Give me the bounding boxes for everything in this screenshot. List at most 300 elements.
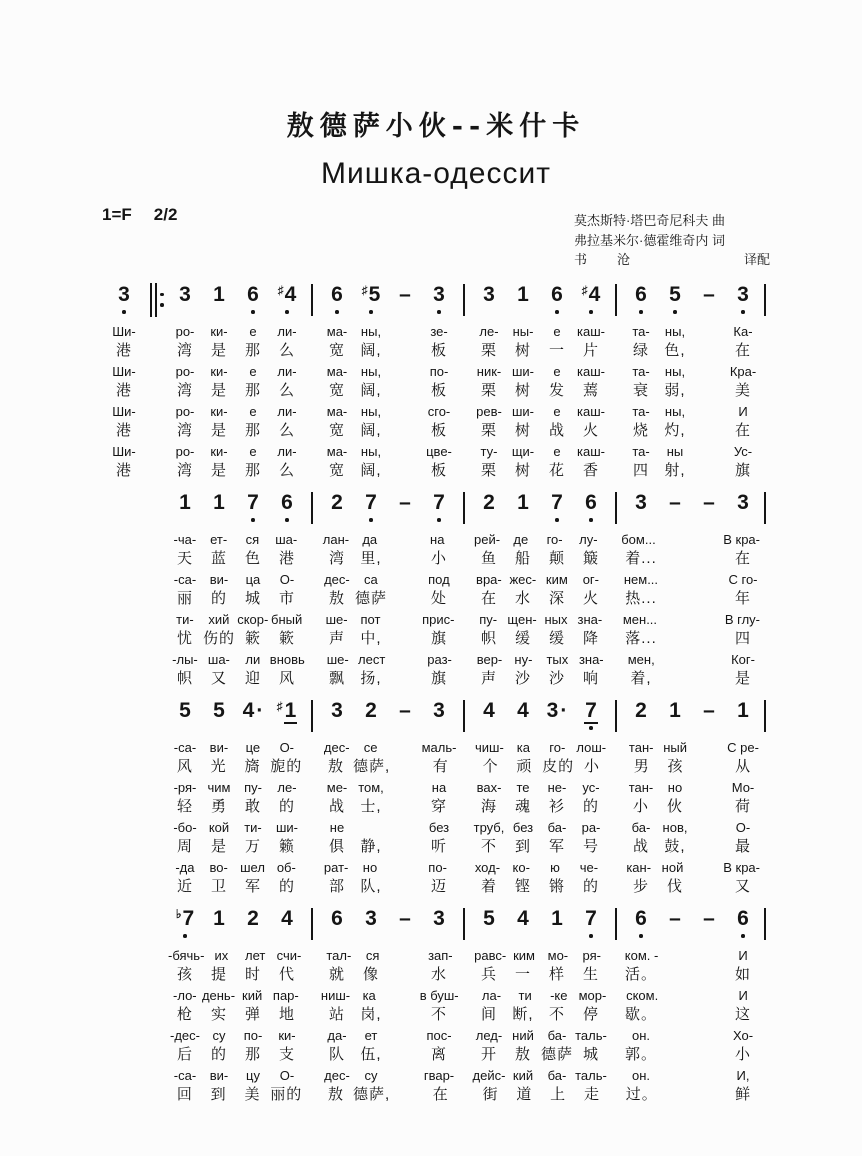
lyric-syllable: каш- bbox=[577, 363, 605, 379]
octave-dot-area bbox=[236, 515, 270, 524]
note-number: 1 bbox=[213, 491, 225, 514]
lyric-syllable bbox=[388, 878, 422, 896]
lyric-syllable: е bbox=[553, 403, 561, 419]
note-glyph bbox=[635, 907, 647, 930]
lyric-syllable bbox=[102, 878, 146, 896]
lyric-syllable bbox=[388, 798, 422, 816]
lyric-syllable: 穿 bbox=[430, 797, 447, 815]
low-octave-dot bbox=[183, 934, 187, 938]
lyric-syllable: 郭。 bbox=[624, 1045, 657, 1063]
lyric-syllable: 船 bbox=[514, 549, 531, 567]
note-cell bbox=[354, 699, 388, 732]
note-cell bbox=[236, 491, 270, 524]
barline-cell bbox=[608, 700, 624, 732]
lyric-syllable: ба- bbox=[547, 1067, 567, 1083]
lyric-syllable bbox=[388, 382, 422, 400]
lyric-syllable: ша- bbox=[207, 651, 230, 667]
lyric-syllable: ся bbox=[245, 531, 260, 547]
octave-dot-area bbox=[422, 723, 456, 732]
lyric-syllable: ле- bbox=[277, 779, 297, 795]
octave-dot-area bbox=[506, 307, 540, 316]
lyric-syllable: Ус- bbox=[733, 443, 753, 459]
lyric-syllable: 伤的 bbox=[202, 629, 235, 647]
lyric-syllable: 树 bbox=[514, 461, 531, 479]
lyric-row-zh bbox=[102, 838, 770, 856]
lyric-syllable: ро- bbox=[175, 403, 195, 419]
lyric-syllable: 在 bbox=[734, 421, 751, 439]
note-cell bbox=[658, 699, 692, 732]
lyric-syllable: 扬, bbox=[360, 669, 382, 687]
note-number: 6 bbox=[247, 283, 259, 306]
lyric-syllable: ных bbox=[544, 611, 568, 627]
note-cell bbox=[658, 283, 692, 316]
note-glyph bbox=[547, 699, 568, 722]
barline bbox=[615, 492, 617, 524]
lyric-syllable: 地 bbox=[278, 1005, 295, 1023]
lyric-syllable: ти- bbox=[176, 611, 194, 627]
lyric-syllable bbox=[388, 323, 422, 341]
note-number: 4 bbox=[242, 699, 255, 722]
lyric-row-zh bbox=[102, 630, 770, 648]
note-number: 7 bbox=[585, 907, 597, 930]
lyric-syllable bbox=[388, 1027, 422, 1045]
lyric-syllable: 衫 bbox=[548, 797, 565, 815]
lyric-syllable bbox=[102, 947, 146, 965]
note-glyph bbox=[213, 699, 225, 722]
lyric-syllable: пот bbox=[360, 611, 381, 627]
lyric-syllable: 湾 bbox=[328, 549, 345, 567]
lyric-syllable: 水 bbox=[430, 965, 447, 983]
note-number: 2 bbox=[635, 699, 647, 722]
lyric-syllable: не- bbox=[547, 779, 567, 795]
note-cell bbox=[540, 283, 574, 316]
note-cell bbox=[726, 283, 760, 316]
lyric-syllable: 港 bbox=[115, 381, 132, 399]
lyric-syllable: в буш- bbox=[419, 987, 459, 1003]
note-cell bbox=[270, 491, 304, 524]
octave-dot-area bbox=[270, 723, 304, 732]
lyric-syllable: 迎 bbox=[244, 669, 261, 687]
translator-name-1: 书 bbox=[574, 252, 588, 267]
lyric-syllable bbox=[692, 819, 726, 837]
lyric-syllable bbox=[388, 838, 422, 856]
barline bbox=[764, 284, 766, 316]
note-number: – bbox=[669, 907, 681, 930]
lyric-syllable: 城 bbox=[582, 1045, 599, 1063]
note-row bbox=[102, 486, 770, 530]
accidental-sign: ♯ bbox=[276, 699, 283, 713]
note-number: 4 bbox=[281, 907, 293, 930]
note-cell bbox=[354, 491, 388, 524]
lyric-syllable bbox=[692, 739, 726, 757]
lyric-syllable bbox=[388, 403, 422, 421]
lyric-syllable: 阔, bbox=[360, 461, 382, 479]
note-number: 3 bbox=[118, 283, 130, 306]
lyric-syllable: 着, bbox=[630, 669, 652, 687]
lyric-syllable: ши- bbox=[275, 819, 299, 835]
lyric-syllable bbox=[658, 630, 692, 648]
note-cell bbox=[168, 699, 202, 732]
lyric-syllable: 万 bbox=[244, 837, 261, 855]
note-cell bbox=[692, 907, 726, 940]
lyric-syllable bbox=[102, 1046, 146, 1064]
note-glyph bbox=[483, 699, 495, 722]
lyric-syllable: ет bbox=[364, 1027, 378, 1043]
lyric-syllable: 号 bbox=[582, 837, 599, 855]
lyric-syllable: 轻 bbox=[176, 797, 193, 815]
lyric-syllable bbox=[657, 611, 691, 629]
time-signature: 2/2 bbox=[153, 205, 178, 224]
lyric-syllable: 后 bbox=[176, 1045, 193, 1063]
note-glyph bbox=[331, 907, 343, 930]
note-glyph bbox=[365, 699, 377, 722]
lyric-syllable: 德萨 bbox=[354, 589, 387, 607]
system-1 bbox=[102, 278, 770, 480]
lyric-syllable bbox=[692, 670, 726, 688]
note-glyph bbox=[737, 491, 749, 514]
lyric-syllable bbox=[692, 382, 726, 400]
lyric-syllable: пар- bbox=[272, 987, 299, 1003]
note-number: 4 bbox=[517, 699, 529, 722]
octave-dot-area bbox=[168, 515, 202, 524]
augmentation-dot: · bbox=[560, 699, 568, 722]
note-glyph bbox=[517, 699, 529, 722]
lyric-syllable: мор- bbox=[578, 987, 607, 1003]
lyric-syllable: ле- bbox=[479, 323, 499, 339]
note-glyph bbox=[582, 283, 601, 306]
lyric-syllable: каш- bbox=[577, 443, 605, 459]
lyric-syllable: 的 bbox=[582, 797, 599, 815]
lyric-syllable: ус- bbox=[582, 779, 600, 795]
lyric-syllable: са bbox=[364, 571, 378, 587]
lyric-syllable bbox=[692, 878, 726, 896]
lyric-syllable: 年 bbox=[734, 589, 751, 607]
lyric-syllable: -са- bbox=[173, 739, 197, 755]
lyric-syllable bbox=[692, 443, 726, 461]
barline bbox=[463, 284, 465, 316]
low-octave-dot bbox=[369, 310, 373, 314]
note-cell bbox=[472, 283, 506, 316]
lyric-syllable: по- bbox=[243, 1027, 263, 1043]
octave-dot-area bbox=[236, 723, 270, 732]
note-number: 6 bbox=[331, 283, 343, 306]
lyric-syllable: рев- bbox=[476, 403, 502, 419]
lyric-syllable: 港 bbox=[115, 341, 132, 359]
lyric-syllable: 军 bbox=[244, 877, 261, 895]
note-glyph bbox=[635, 491, 647, 514]
lyric-syllable: маль- bbox=[421, 739, 457, 755]
lyric-syllable: ки- bbox=[210, 403, 228, 419]
lyric-syllable: 沙 bbox=[548, 669, 565, 687]
note-glyph bbox=[399, 491, 411, 514]
octave-dot-area bbox=[574, 931, 608, 940]
lyric-syllable: ну- bbox=[514, 651, 533, 667]
lyric-syllable: 部 bbox=[328, 877, 345, 895]
lyric-syllable: ю bbox=[550, 859, 560, 875]
lyric-syllable: том, bbox=[358, 779, 384, 795]
lyric-syllable: ба- bbox=[547, 1027, 567, 1043]
barline bbox=[311, 908, 313, 940]
lyric-syllable: Кра- bbox=[729, 363, 757, 379]
lyric-syllable: ли- bbox=[277, 323, 297, 339]
lyric-syllable: ны, bbox=[360, 363, 382, 379]
lyric-syllable: ви- bbox=[209, 1067, 229, 1083]
lyric-syllable: но bbox=[667, 779, 683, 795]
octave-dot-area bbox=[102, 919, 146, 928]
note-glyph bbox=[399, 907, 411, 930]
lyric-syllable: 旖 bbox=[244, 757, 261, 775]
note-glyph bbox=[399, 699, 411, 722]
lyric-syllable: по- bbox=[429, 363, 449, 379]
note-glyph bbox=[213, 491, 225, 514]
note-number: 3 bbox=[737, 283, 749, 306]
lyric-syllable: без bbox=[512, 819, 534, 835]
lyric-syllable: е bbox=[553, 363, 561, 379]
lyric-syllable: 提 bbox=[210, 965, 227, 983]
lyric-syllable: 衰 bbox=[632, 381, 649, 399]
lyric-syllable: О- bbox=[735, 819, 751, 835]
lyric-syllable: лу- bbox=[579, 531, 598, 547]
lyric-syllable: 湾 bbox=[176, 461, 193, 479]
barline-cell bbox=[608, 492, 624, 524]
lyric-syllable: 发 bbox=[548, 381, 565, 399]
note-cell bbox=[202, 907, 236, 940]
lyric-row-ru bbox=[102, 651, 770, 669]
note-cell bbox=[540, 699, 574, 732]
lyric-syllable: ли- bbox=[277, 363, 297, 379]
lyric-syllable: 小 bbox=[430, 549, 447, 567]
lyric-syllable: 个 bbox=[482, 757, 499, 775]
lyric-syllable bbox=[692, 1086, 726, 1104]
accidental-sign: ♯ bbox=[361, 283, 368, 297]
note-cell bbox=[624, 699, 658, 732]
lyric-syllable: ма- bbox=[326, 323, 348, 339]
octave-dot-area bbox=[574, 723, 608, 732]
note-cell bbox=[236, 907, 270, 940]
note-number: 3 bbox=[546, 699, 559, 722]
lyric-syllable: че- bbox=[579, 859, 599, 875]
lyric-syllable: ви- bbox=[209, 739, 229, 755]
lyric-syllable: 海 bbox=[480, 797, 497, 815]
lyric-syllable: вах- bbox=[476, 779, 502, 795]
lyric-syllable: 岗, bbox=[360, 1005, 382, 1023]
note-number: – bbox=[399, 907, 411, 930]
octave-dot-area bbox=[202, 723, 236, 732]
lyric-syllable: ны bbox=[666, 443, 684, 459]
lyric-syllable: кий bbox=[512, 1067, 534, 1083]
lyric-syllable: ки- bbox=[210, 363, 228, 379]
note-glyph bbox=[277, 699, 298, 722]
note-cell bbox=[692, 283, 726, 316]
lyric-syllable bbox=[388, 571, 422, 589]
lyric-syllable: 断, bbox=[512, 1005, 534, 1023]
lyric-syllable: 到 bbox=[514, 837, 531, 855]
lyric-syllable: 火 bbox=[582, 421, 599, 439]
lyric-syllable: ким bbox=[545, 571, 568, 587]
lyric-syllable: Ши- bbox=[112, 323, 136, 339]
lyric-syllable: 锵 bbox=[548, 877, 565, 895]
lyric-syllable: зап- bbox=[428, 947, 453, 963]
note-number: 5 bbox=[213, 699, 225, 722]
lyric-row-ru bbox=[102, 859, 770, 877]
lyric-syllable: 一 bbox=[548, 341, 565, 359]
lyric-syllable: це bbox=[245, 739, 261, 755]
lyric-syllable: 站 bbox=[328, 1005, 345, 1023]
lyric-syllable: 飘 bbox=[328, 669, 345, 687]
octave-dot-area bbox=[320, 515, 354, 524]
lyric-syllable: 代 bbox=[278, 965, 295, 983]
lyric-syllable: 射, bbox=[664, 461, 686, 479]
lyric-syllable: 蔫 bbox=[582, 381, 599, 399]
lyric-syllable: И, bbox=[736, 1067, 750, 1083]
barline bbox=[764, 492, 766, 524]
lyric-syllable: -ча- bbox=[173, 531, 197, 547]
repeat-open-sign bbox=[146, 283, 168, 317]
lyric-syllable: дес- bbox=[324, 571, 350, 587]
lyric-syllable bbox=[658, 571, 692, 589]
note-glyph bbox=[176, 907, 194, 930]
lyric-syllable: рат- bbox=[323, 859, 349, 875]
lyric-syllable bbox=[692, 422, 726, 440]
lyric-syllable: ла- bbox=[481, 987, 502, 1003]
lyric-syllable: ца bbox=[245, 571, 261, 587]
lyric-syllable bbox=[387, 859, 421, 877]
barline bbox=[764, 908, 766, 940]
octave-dot-area bbox=[168, 931, 202, 940]
note-glyph bbox=[331, 699, 343, 722]
lyric-syllable: 美 bbox=[734, 381, 751, 399]
octave-dot-area bbox=[692, 307, 726, 316]
octave-dot-area bbox=[506, 931, 540, 940]
lyric-row-zh bbox=[102, 1006, 770, 1024]
lyric-syllable: 色 bbox=[244, 549, 261, 567]
lyric-syllable: 天 bbox=[176, 549, 193, 567]
octave-dot-area bbox=[202, 931, 236, 940]
octave-dot-area bbox=[422, 931, 456, 940]
lyric-row-zh bbox=[102, 878, 770, 896]
lyric-row-ru bbox=[102, 739, 770, 757]
lyric-syllable: 么 bbox=[278, 381, 295, 399]
lyric-syllable bbox=[388, 1046, 422, 1064]
octave-dot-area bbox=[726, 931, 760, 940]
lyric-syllable: ны, bbox=[360, 443, 382, 459]
lyric-syllable: 港 bbox=[278, 549, 295, 567]
lyric-syllable bbox=[102, 1086, 146, 1104]
lyric-syllable: рей- bbox=[474, 531, 501, 547]
note-number: 6 bbox=[331, 907, 343, 930]
note-glyph bbox=[331, 491, 343, 514]
lyric-syllable: 的 bbox=[582, 877, 599, 895]
note-glyph bbox=[551, 491, 563, 514]
note-cell bbox=[624, 283, 658, 316]
lyric-syllable: бный bbox=[271, 611, 303, 627]
lyric-syllable bbox=[692, 758, 726, 776]
lyric-syllable bbox=[692, 838, 726, 856]
note-number: 6 bbox=[635, 907, 647, 930]
lyric-syllable: 光 bbox=[210, 757, 227, 775]
octave-dot-area bbox=[658, 515, 692, 524]
note-glyph bbox=[585, 907, 597, 930]
note-number: 2 bbox=[365, 699, 377, 722]
lyric-syllable: их bbox=[214, 947, 229, 963]
lyric-syllable: таль- bbox=[575, 1067, 607, 1083]
note-glyph bbox=[585, 491, 597, 514]
credits-block bbox=[574, 211, 770, 270]
lyric-syllable bbox=[388, 819, 422, 837]
lyric-syllable: -са- bbox=[173, 1067, 197, 1083]
note-number: 3 bbox=[433, 907, 445, 930]
low-octave-dot bbox=[639, 310, 643, 314]
note-number: – bbox=[703, 491, 715, 514]
lyric-syllable: 开 bbox=[480, 1045, 497, 1063]
lyric-syllable: день- bbox=[201, 987, 236, 1003]
lyric-syllable bbox=[102, 550, 146, 568]
lyric-syllable: 卫 bbox=[210, 877, 227, 895]
lyric-syllable: но bbox=[362, 859, 378, 875]
lyricist-credit: 弗拉基米尔·德霍维奇内 词 bbox=[574, 232, 725, 248]
note-glyph bbox=[281, 907, 293, 930]
composer-credit: 莫杰斯特·塔巴奇尼科夫 曲 bbox=[574, 213, 725, 228]
octave-dot-area bbox=[270, 307, 304, 316]
lyric-syllable: 板 bbox=[430, 381, 447, 399]
lyric-syllable: на bbox=[430, 531, 445, 547]
lyric-syllable: гвар- bbox=[423, 1067, 455, 1083]
octave-dot-area bbox=[726, 723, 760, 732]
octave-dot-area bbox=[102, 307, 146, 316]
octave-dot-area bbox=[506, 723, 540, 732]
note-cell bbox=[168, 907, 202, 940]
lyric-syllable: сго- bbox=[427, 403, 451, 419]
lyric-row-zh bbox=[102, 590, 770, 608]
low-octave-dot bbox=[589, 726, 593, 730]
lyric-syllable: 魂 bbox=[514, 797, 531, 815]
octave-dot-area bbox=[692, 931, 726, 940]
barline bbox=[463, 908, 465, 940]
lyric-syllable: 如 bbox=[734, 965, 751, 983]
lyric-syllable: 宽 bbox=[328, 381, 345, 399]
lyric-syllable bbox=[691, 611, 725, 629]
octave-dot-area bbox=[624, 515, 658, 524]
lyric-syllable bbox=[102, 590, 146, 608]
note-glyph bbox=[278, 283, 297, 306]
lyric-syllable: С го- bbox=[728, 571, 758, 587]
lyric-syllable: 那 bbox=[244, 341, 261, 359]
note-number: 4 bbox=[517, 907, 529, 930]
octave-dot-area bbox=[692, 515, 726, 524]
note-cell bbox=[624, 491, 658, 524]
lyric-syllable: 就 bbox=[328, 965, 345, 983]
lyric-syllable: ны, bbox=[664, 323, 686, 339]
lyric-syllable bbox=[102, 670, 146, 688]
lyric-syllable: 缓 bbox=[548, 629, 565, 647]
lyric-syllable bbox=[390, 947, 424, 965]
note-glyph bbox=[433, 491, 445, 514]
lyric-syllable: 里, bbox=[360, 549, 382, 567]
lyric-syllable: жес- bbox=[509, 571, 537, 587]
lyric-syllable: он. bbox=[631, 1067, 651, 1083]
lyric-syllable: го- bbox=[546, 531, 563, 547]
lyric-syllable: О- bbox=[279, 1067, 295, 1083]
lyric-syllable: 战 bbox=[328, 797, 345, 815]
note-number: 3 bbox=[433, 699, 445, 722]
note-glyph bbox=[703, 491, 715, 514]
lyric-syllable: 士, bbox=[360, 797, 382, 815]
lyric-syllable: ной bbox=[661, 859, 684, 875]
lyric-syllable bbox=[658, 947, 692, 965]
barline-cell bbox=[608, 284, 624, 316]
note-number: 7 bbox=[551, 491, 563, 514]
lyric-syllable: 最 bbox=[734, 837, 751, 855]
